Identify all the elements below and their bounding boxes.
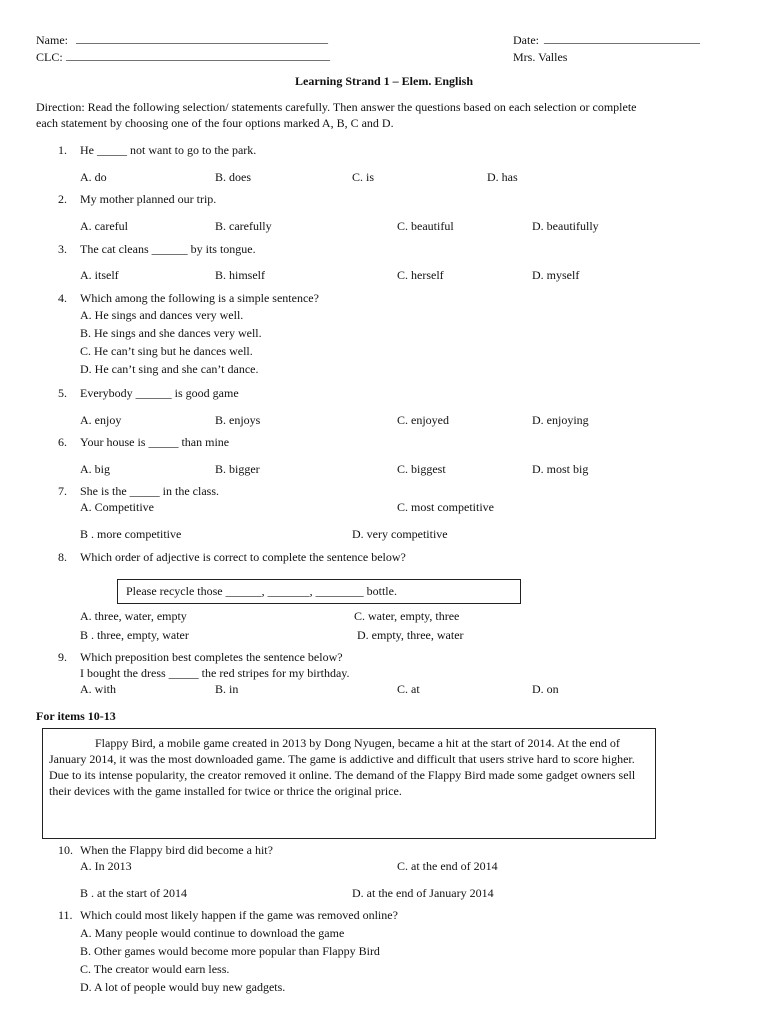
q2-text: My mother planned our trip. <box>80 192 217 206</box>
q4-option-d[interactable]: D. He can’t sing and she can’t dance. <box>80 362 259 376</box>
q9-number: 9. <box>58 650 67 664</box>
q10-text: When the Flappy bird did become a hit? <box>80 843 273 857</box>
q7-option-b[interactable]: B . more competitive <box>80 527 182 541</box>
q9-text: Which preposition best completes the sentence below? <box>80 650 343 664</box>
q3-option-d[interactable]: D. myself <box>532 268 580 282</box>
q2-option-b[interactable]: B. carefully <box>215 219 272 233</box>
q4-option-b[interactable]: B. He sings and she dances very well. <box>80 326 262 340</box>
q2-option-c[interactable]: C. beautiful <box>397 219 454 233</box>
q9-option-d[interactable]: D. on <box>532 682 559 696</box>
q8-option-b[interactable]: B . three, empty, water <box>80 628 189 642</box>
date-label: Date: <box>513 33 539 47</box>
q3-option-a[interactable]: A. itself <box>80 268 119 282</box>
q7-option-a[interactable]: A. Competitive <box>80 500 154 514</box>
name-label: Name: <box>36 33 68 47</box>
q1-option-d[interactable]: D. has <box>487 170 518 184</box>
q8-text: Which order of adjective is correct to complete the sentence below? <box>80 550 406 564</box>
q9-option-b[interactable]: B. in <box>215 682 239 696</box>
q5-option-d[interactable]: D. enjoying <box>532 413 589 427</box>
q3-option-b[interactable]: B. himself <box>215 268 265 282</box>
direction-line-2: each statement by choosing one of the four options marked A, B, C and D. <box>36 116 394 130</box>
page-title: Learning Strand 1 – Elem. English <box>294 74 474 88</box>
q9-sentence: I bought the dress _____ the red stripes for my birthday. <box>80 666 350 680</box>
q11-number: 11. <box>58 908 73 922</box>
q1-text: He _____ not want to go to the park. <box>80 143 257 157</box>
q7-number: 7. <box>58 484 67 498</box>
q5-number: 5. <box>58 386 67 400</box>
q7-option-d[interactable]: D. very competitive <box>352 527 448 541</box>
q10-option-c[interactable]: C. at the end of 2014 <box>397 859 498 873</box>
q5-option-b[interactable]: B. enjoys <box>215 413 261 427</box>
q4-text: Which among the following is a simple sentence? <box>80 291 319 305</box>
q11-option-c[interactable]: C. The creator would earn less. <box>80 962 230 976</box>
q10-number: 10. <box>58 843 73 857</box>
clc-field[interactable]: ____________________________________________ <box>66 48 330 62</box>
q1-option-a[interactable]: A. do <box>80 170 107 184</box>
q5-option-c[interactable]: C. enjoyed <box>397 413 449 427</box>
clc-label: CLC: <box>36 50 63 64</box>
q8-option-a[interactable]: A. three, water, empty <box>80 609 187 623</box>
q10-option-b[interactable]: B . at the start of 2014 <box>80 886 187 900</box>
q6-option-a[interactable]: A. big <box>80 462 110 476</box>
q1-option-c[interactable]: C. is <box>352 170 375 184</box>
q5-text: Everybody ______ is good game <box>80 386 239 400</box>
q6-option-d[interactable]: D. most big <box>532 462 589 476</box>
q5-option-a[interactable]: A. enjoy <box>80 413 122 427</box>
date-field[interactable]: __________________________ <box>544 31 700 45</box>
q6-option-c[interactable]: C. biggest <box>397 462 446 476</box>
q9-option-a[interactable]: A. with <box>80 682 116 696</box>
q3-text: The cat cleans ______ by its tongue. <box>80 242 256 256</box>
q6-text: Your house is _____ than mine <box>80 435 230 449</box>
q11-option-b[interactable]: B. Other games would become more popular than Flappy Bird <box>80 944 380 958</box>
q4-option-c[interactable]: C. He can’t sing but he dances well. <box>80 344 253 358</box>
q2-number: 2. <box>58 192 67 206</box>
q3-option-c[interactable]: C. herself <box>397 268 444 282</box>
q9-option-c[interactable]: C. at <box>397 682 420 696</box>
q8-number: 8. <box>58 550 67 564</box>
q8-sentence-box <box>117 579 521 604</box>
q7-option-c[interactable]: C. most competitive <box>397 500 494 514</box>
q11-text: Which could most likely happen if the game was removed online? <box>80 908 398 922</box>
q8-boxed-sentence: Please recycle those ______, _______, ________ bottle. <box>126 584 397 598</box>
q4-option-a[interactable]: A. He sings and dances very well. <box>80 308 244 322</box>
direction-line-1: Direction: Read the following selection/ statements carefully. Then answer the questions based on each selection or complete <box>36 100 637 114</box>
q6-number: 6. <box>58 435 67 449</box>
q11-option-a[interactable]: A. Many people would continue to download the game <box>80 926 345 940</box>
passage-box <box>42 728 656 839</box>
q4-number: 4. <box>58 291 67 305</box>
q6-option-b[interactable]: B. bigger <box>215 462 260 476</box>
name-field[interactable]: __________________________________________ <box>76 31 328 45</box>
q10-option-a[interactable]: A. In 2013 <box>80 859 132 873</box>
q11-option-d[interactable]: D. A lot of people would buy new gadgets. <box>80 980 286 994</box>
q10-option-d[interactable]: D. at the end of January 2014 <box>352 886 494 900</box>
items-heading: For items 10-13 <box>36 709 116 723</box>
q8-option-c[interactable]: C. water, empty, three <box>354 609 460 623</box>
teacher-name: Mrs. Valles <box>513 50 568 64</box>
q2-option-a[interactable]: A. careful <box>80 219 128 233</box>
q1-option-b[interactable]: B. does <box>215 170 251 184</box>
q8-option-d[interactable]: D. empty, three, water <box>357 628 464 642</box>
q2-option-d[interactable]: D. beautifully <box>532 219 599 233</box>
q3-number: 3. <box>58 242 67 256</box>
passage-text: Flappy Bird, a mobile game created in 2013 by Dong Nyugen, became a hit at the start of 2014. At the end of January 2014, it was the most downloaded game. The game is addictive and difficult that users strive hard to score higher. Due to its intense popularity, the creator removed it online. The demand of the Flappy Bird made some gadget owners sell their devices with the game installed for twice or thrice the original price. <box>49 736 636 798</box>
q7-text: She is the _____ in the class. <box>80 484 219 498</box>
q1-number: 1. <box>58 143 67 157</box>
